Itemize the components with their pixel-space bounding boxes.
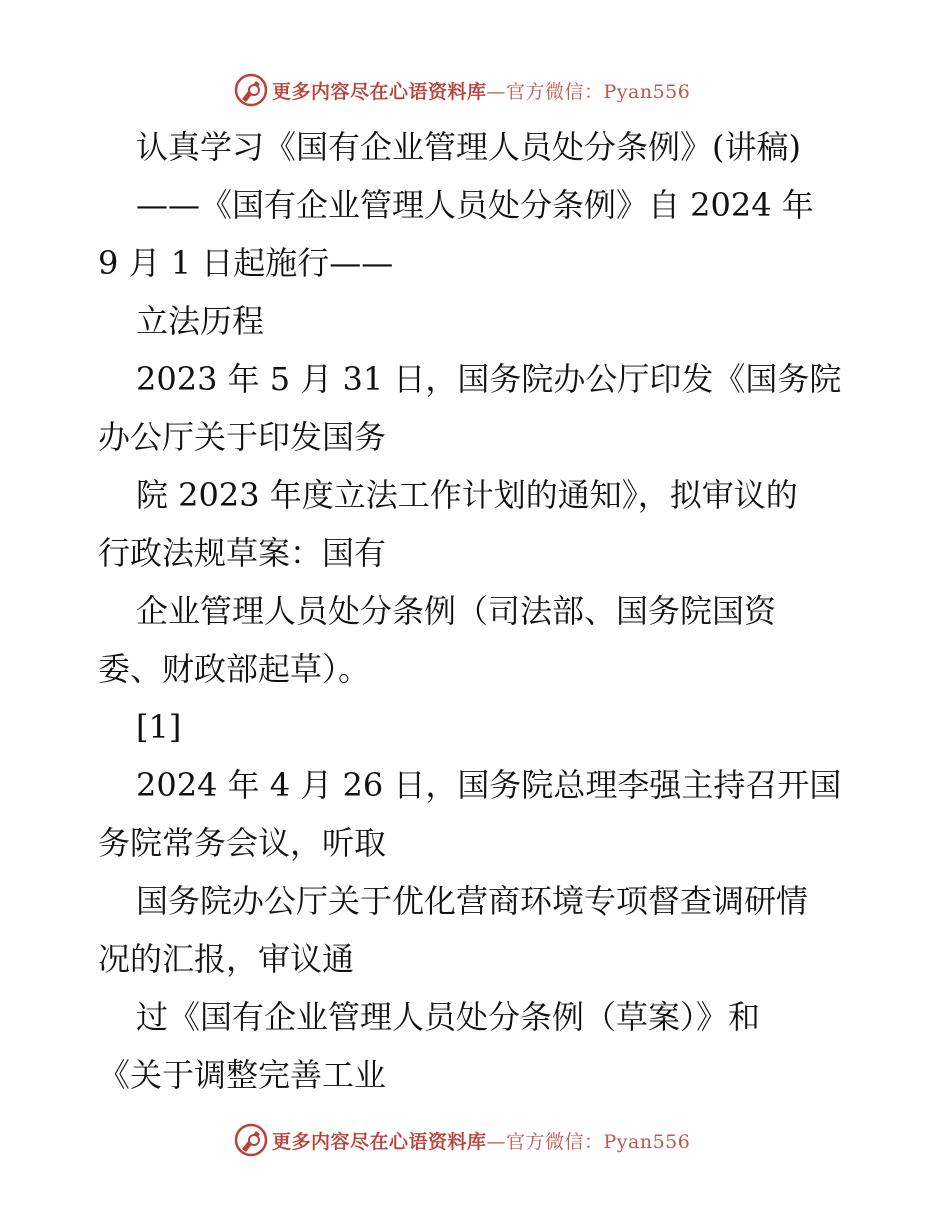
banner-contact: 官方微信：Pyan556 (506, 80, 691, 103)
paragraph-line: 国务院办公厅关于优化营商环境专项督查调研情 (136, 882, 809, 920)
doc-title: 认真学习《国有企业管理人员处分条例》(讲稿) (136, 128, 801, 166)
paragraph-line: 委、财政部起草）。 (98, 650, 371, 688)
paragraph-line: 务院常务会议，听取 (98, 824, 387, 862)
banner-text (272, 1127, 690, 1154)
paragraph-line: 院 2023 年度立法工作计划的通知》，拟审议的 (136, 476, 798, 514)
footnote-ref: [1] (136, 708, 182, 746)
doc-subtitle-line: ——《国有企业管理人员处分条例》自 2024 年 (136, 186, 814, 224)
banner-brand: 更多内容尽在心语资料库 (272, 1130, 487, 1153)
paragraph-line: 办公厅关于印发国务 (98, 418, 387, 456)
paragraph-line: 企业管理人员处分条例（司法部、国务院国资 (136, 592, 777, 630)
section-heading: 立法历程 (136, 302, 265, 340)
banner-separator: — (486, 80, 507, 103)
banner-brand: 更多内容尽在心语资料库 (272, 80, 487, 103)
header-banner (234, 70, 690, 110)
pen-logo-icon (234, 73, 268, 107)
banner-contact: 官方微信：Pyan556 (506, 1130, 691, 1153)
doc-subtitle-line: 9 月 1 日起施行—— (98, 244, 394, 282)
paragraph-line: 2024 年 4 月 26 日，国务院总理李强主持召开国 (136, 766, 842, 804)
banner-separator: — (486, 1130, 507, 1153)
paragraph-line: 行政法规草案：国有 (98, 534, 387, 572)
paragraph-line: 2023 年 5 月 31 日，国务院办公厅印发《国务院 (136, 360, 842, 398)
footer-banner (234, 1120, 690, 1160)
banner-text (272, 77, 690, 104)
paragraph-line: 过《国有企业管理人员处分条例（草案）》和 (136, 998, 761, 1036)
pen-logo-icon (234, 1123, 268, 1157)
paragraph-line: 况的汇报，审议通 (98, 940, 355, 978)
paragraph-line: 《关于调整完善工业 (98, 1056, 387, 1094)
